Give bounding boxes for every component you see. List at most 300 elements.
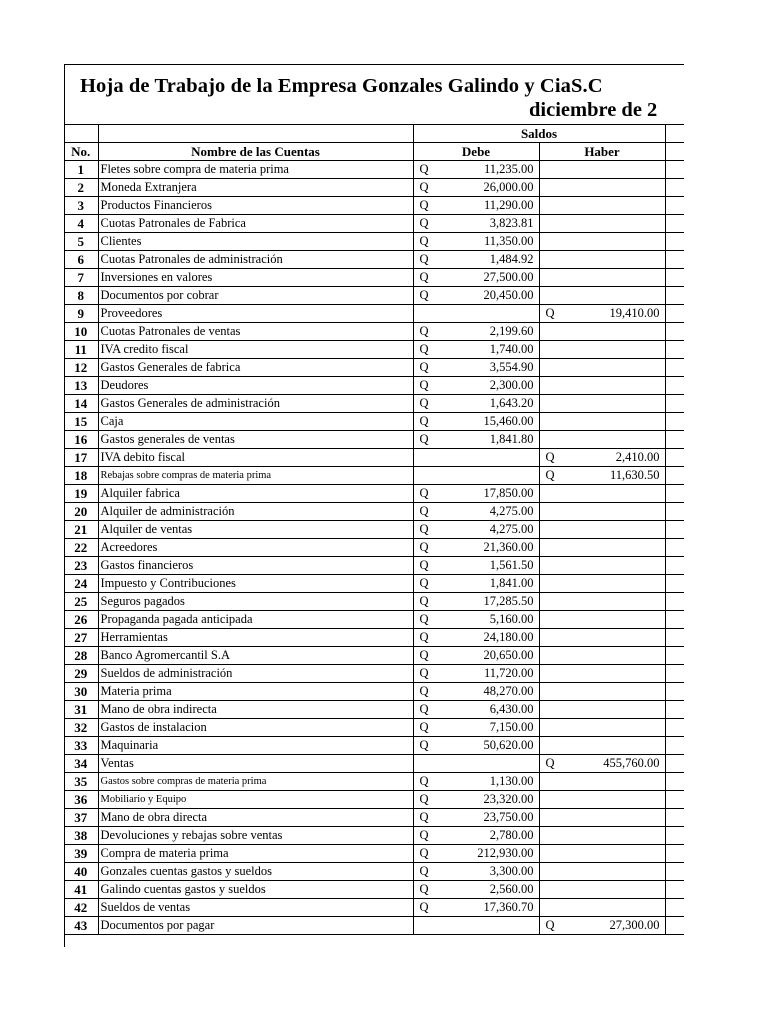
debe-cell [413,197,539,215]
haber-cell [539,647,665,665]
account-name: Caja [98,413,413,431]
row-number: 22 [64,539,98,557]
haber-cell [539,575,665,593]
debe-cell [413,449,539,467]
empty-cell [665,323,684,341]
debe-cell [413,377,539,395]
table-row [64,269,684,287]
row-number: 14 [64,395,98,413]
debe-cell [413,341,539,359]
debe-cell [413,629,539,647]
haber-cell [539,773,665,791]
header-no: No. [64,143,98,161]
debe-cell [413,323,539,341]
header-debe: Debe [413,143,539,161]
currency-symbol: Q [419,522,429,536]
empty-cell [665,521,684,539]
account-name: Impuesto y Contribuciones [98,575,413,593]
haber-cell [539,755,665,773]
debe-cell [413,737,539,755]
debe-cell [413,899,539,917]
row-number: 40 [64,863,98,881]
currency-symbol: Q [419,180,429,194]
debe-amount: 1,643.20 [489,396,534,410]
debe-amount: 1,740.00 [489,342,534,356]
debe-amount: 1,130.00 [489,774,534,788]
haber-cell [539,719,665,737]
account-name: Cuotas Patronales de ventas [98,323,413,341]
debe-cell [413,791,539,809]
header-nombre: Nombre de las Cuentas [98,143,413,161]
row-number: 38 [64,827,98,845]
row-number: 8 [64,287,98,305]
haber-cell [539,233,665,251]
account-name: Gastos generales de ventas [98,431,413,449]
empty-cell [665,413,684,431]
currency-symbol: Q [419,738,429,752]
debe-amount: 4,275.00 [489,522,534,536]
row-number: 1 [64,161,98,179]
debe-cell [413,521,539,539]
empty-cell [665,485,684,503]
haber-cell [539,791,665,809]
haber-cell [539,485,665,503]
currency-symbol: Q [419,810,429,824]
debe-amount: 3,554.90 [489,360,534,374]
haber-cell [539,539,665,557]
currency-symbol: Q [419,342,429,356]
debe-cell [413,863,539,881]
currency-symbol: Q [419,702,429,716]
row-number: 15 [64,413,98,431]
debe-amount: 21,360.00 [483,540,534,554]
header-row-saldos [64,125,684,143]
currency-symbol: Q [545,450,555,464]
empty-cell [665,341,684,359]
currency-symbol: Q [419,558,429,572]
worksheet [64,64,684,947]
debe-cell [413,539,539,557]
debe-cell [413,179,539,197]
debe-cell [413,413,539,431]
haber-cell [539,269,665,287]
empty-cell [665,233,684,251]
debe-amount: 7,150.00 [489,720,534,734]
haber-cell [539,683,665,701]
header-row-columns [64,143,684,161]
table-row [64,467,684,485]
account-name: Gastos de instalacion [98,719,413,737]
account-name: Propaganda pagada anticipada [98,611,413,629]
debe-amount: 23,320.00 [483,792,534,806]
debe-cell [413,485,539,503]
haber-cell [539,305,665,323]
debe-cell [413,503,539,521]
row-number: 30 [64,683,98,701]
account-name: Proveedores [98,305,413,323]
currency-symbol: Q [545,468,555,482]
currency-symbol: Q [419,882,429,896]
empty-cell [665,899,684,917]
haber-cell [539,665,665,683]
account-name: Alquiler fabrica [98,485,413,503]
empty-cell [665,503,684,521]
haber-cell [539,503,665,521]
account-name: Gonzales cuentas gastos y sueldos [98,863,413,881]
debe-amount: 17,850.00 [483,486,534,500]
debe-amount: 1,841.00 [489,576,534,590]
currency-symbol: Q [419,828,429,842]
row-number: 3 [64,197,98,215]
header-empty-no [64,125,98,143]
empty-cell [665,593,684,611]
currency-symbol: Q [419,252,429,266]
debe-amount: 50,620.00 [483,738,534,752]
account-name: Gastos Generales de fabrica [98,359,413,377]
row-number: 34 [64,755,98,773]
account-name: Alquiler de ventas [98,521,413,539]
table-row [64,791,684,809]
empty-cell [665,629,684,647]
debe-amount: 23,750.00 [483,810,534,824]
currency-symbol: Q [419,774,429,788]
empty-cell [665,395,684,413]
empty-cell [665,269,684,287]
account-name: Documentos por cobrar [98,287,413,305]
table-row [64,539,684,557]
table-row [64,611,684,629]
account-name: Documentos por pagar [98,917,413,935]
table-row [64,161,684,179]
haber-cell [539,701,665,719]
debe-amount: 11,235.00 [483,162,534,176]
haber-cell [539,899,665,917]
account-name: IVA debito fiscal [98,449,413,467]
debe-cell [413,359,539,377]
account-name: Cuotas Patronales de Fabrica [98,215,413,233]
currency-symbol: Q [419,360,429,374]
empty-cell [665,791,684,809]
table-row [64,341,684,359]
empty-cell [665,665,684,683]
table-row [64,197,684,215]
table-row [64,881,684,899]
row-number: 32 [64,719,98,737]
account-name: Inversiones en valores [98,269,413,287]
debe-amount: 26,000.00 [483,180,534,194]
debe-amount: 11,720.00 [483,666,534,680]
debe-amount: 11,290.00 [483,198,534,212]
debe-cell [413,593,539,611]
haber-amount: 2,410.00 [615,450,660,464]
row-number: 6 [64,251,98,269]
haber-amount: 11,630.50 [609,468,660,482]
account-name: Maquinaria [98,737,413,755]
row-number: 26 [64,611,98,629]
empty-cell [665,431,684,449]
currency-symbol: Q [419,648,429,662]
row-number: 12 [64,359,98,377]
row-number: 18 [64,467,98,485]
debe-cell [413,845,539,863]
empty-cell [665,917,684,935]
row-number: 19 [64,485,98,503]
debe-cell [413,881,539,899]
haber-cell [539,341,665,359]
title-line-2: diciembre de 2 [529,99,658,121]
debe-cell [413,647,539,665]
haber-cell [539,917,665,935]
debe-amount: 212,930.00 [477,846,534,860]
table-row [64,593,684,611]
debe-cell [413,161,539,179]
haber-cell [539,323,665,341]
row-number: 13 [64,377,98,395]
haber-cell [539,611,665,629]
title-block [64,64,684,125]
account-name: Acreedores [98,539,413,557]
account-name: Seguros pagados [98,593,413,611]
table-row [64,503,684,521]
row-number: 11 [64,341,98,359]
table-row [64,395,684,413]
debe-cell [413,557,539,575]
empty-cell [665,305,684,323]
table-row [64,359,684,377]
table-row [64,305,684,323]
empty-cell [665,827,684,845]
debe-amount: 6,430.00 [489,702,534,716]
table-row [64,557,684,575]
account-name: Gastos Generales de administración [98,395,413,413]
debe-amount: 17,285.50 [483,594,534,608]
empty-cell [665,683,684,701]
currency-symbol: Q [419,684,429,698]
currency-symbol: Q [419,576,429,590]
currency-symbol: Q [419,378,429,392]
debe-cell [413,755,539,773]
account-name: Gastos sobre compras de materia prima [98,773,413,791]
debe-cell [413,611,539,629]
empty-cell [665,179,684,197]
currency-symbol: Q [419,720,429,734]
account-name: Galindo cuentas gastos y sueldos [98,881,413,899]
table-row [64,413,684,431]
table-row [64,323,684,341]
debe-cell [413,305,539,323]
debe-amount: 20,450.00 [483,288,534,302]
table-row [64,701,684,719]
account-name: Alquiler de administración [98,503,413,521]
row-number: 21 [64,521,98,539]
title-line-1: Hoja de Trabajo de la Empresa Gonzales Galindo y CiaS.C [80,75,603,97]
row-number: 29 [64,665,98,683]
account-name: Mobiliario y Equipo [98,791,413,809]
currency-symbol: Q [419,594,429,608]
debe-amount: 2,780.00 [489,828,534,842]
haber-cell [539,557,665,575]
account-name: Rebajas sobre compras de materia prima [98,467,413,485]
table-row [64,917,684,935]
debe-amount: 2,199.60 [489,324,534,338]
table-row [64,377,684,395]
row-number: 24 [64,575,98,593]
currency-symbol: Q [419,432,429,446]
debe-cell [413,467,539,485]
currency-symbol: Q [419,504,429,518]
empty-cell [665,287,684,305]
currency-symbol: Q [419,846,429,860]
currency-symbol: Q [419,396,429,410]
haber-cell [539,431,665,449]
table-row [64,449,684,467]
haber-cell [539,881,665,899]
row-number: 39 [64,845,98,863]
table-row [64,251,684,269]
table-row [64,773,684,791]
table-row [64,899,684,917]
currency-symbol: Q [419,288,429,302]
row-number: 5 [64,233,98,251]
table-row [64,575,684,593]
empty-cell [665,557,684,575]
haber-amount: 455,760.00 [603,756,660,770]
empty-cell [665,197,684,215]
debe-amount: 15,460.00 [483,414,534,428]
empty-cell [665,161,684,179]
currency-symbol: Q [419,216,429,230]
empty-cell [665,467,684,485]
empty-cell [665,377,684,395]
haber-cell [539,287,665,305]
row-number: 27 [64,629,98,647]
header-empty-name [98,125,413,143]
debe-cell [413,287,539,305]
currency-symbol: Q [419,792,429,806]
table-row [64,431,684,449]
empty-cell [665,539,684,557]
account-name: Herramientas [98,629,413,647]
haber-cell [539,467,665,485]
currency-symbol: Q [419,666,429,680]
row-number: 43 [64,917,98,935]
table-row [64,719,684,737]
table-row [64,215,684,233]
haber-cell [539,377,665,395]
debe-cell [413,395,539,413]
debe-cell [413,773,539,791]
row-number: 33 [64,737,98,755]
debe-cell [413,701,539,719]
row-number: 2 [64,179,98,197]
table-row [64,233,684,251]
debe-amount: 3,823.81 [489,216,534,230]
debe-amount: 3,300.00 [489,864,534,878]
table-row [64,809,684,827]
empty-cell [665,701,684,719]
currency-symbol: Q [545,306,555,320]
empty-cell [665,719,684,737]
debe-amount: 24,180.00 [483,630,534,644]
table-row [64,683,684,701]
account-name: Ventas [98,755,413,773]
haber-cell [539,395,665,413]
row-number: 36 [64,791,98,809]
table-row [64,845,684,863]
currency-symbol: Q [419,324,429,338]
account-name: Cuotas Patronales de administración [98,251,413,269]
debe-amount: 4,275.00 [489,504,534,518]
empty-cell [665,647,684,665]
account-name: Sueldos de ventas [98,899,413,917]
table-row [64,665,684,683]
currency-symbol: Q [419,864,429,878]
table-row [64,629,684,647]
empty-cell [665,359,684,377]
account-name: Mano de obra directa [98,809,413,827]
currency-symbol: Q [419,414,429,428]
account-name: Clientes [98,233,413,251]
table-row [64,737,684,755]
account-name: Deudores [98,377,413,395]
debe-amount: 1,561.50 [489,558,534,572]
haber-cell [539,629,665,647]
currency-symbol: Q [545,756,555,770]
account-name: Banco Agromercantil S.A [98,647,413,665]
row-number: 17 [64,449,98,467]
debe-cell [413,251,539,269]
row-number: 20 [64,503,98,521]
row-number: 7 [64,269,98,287]
row-number: 25 [64,593,98,611]
currency-symbol: Q [419,270,429,284]
row-number: 9 [64,305,98,323]
haber-cell [539,737,665,755]
empty-cell [665,809,684,827]
account-name: Sueldos de administración [98,665,413,683]
debe-amount: 5,160.00 [489,612,534,626]
debe-amount: 1,484.92 [489,252,534,266]
debe-cell [413,917,539,935]
empty-cell [665,737,684,755]
account-name: Devoluciones y rebajas sobre ventas [98,827,413,845]
row-number: 16 [64,431,98,449]
table-row [64,521,684,539]
haber-amount: 27,300.00 [609,918,660,932]
debe-cell [413,809,539,827]
haber-cell [539,413,665,431]
table-row [64,485,684,503]
table-row [64,863,684,881]
debe-amount: 2,560.00 [489,882,534,896]
account-name: Gastos financieros [98,557,413,575]
debe-cell [413,215,539,233]
debe-cell [413,269,539,287]
debe-cell [413,233,539,251]
account-name: Productos Financieros [98,197,413,215]
empty-cell [665,755,684,773]
haber-cell [539,215,665,233]
row-number: 41 [64,881,98,899]
empty-cell [665,449,684,467]
currency-symbol: Q [419,900,429,914]
haber-cell [539,179,665,197]
header-empty-rest [665,143,684,161]
debe-cell [413,575,539,593]
row-number: 10 [64,323,98,341]
empty-cell [665,773,684,791]
debe-amount: 17,360.70 [483,900,534,914]
